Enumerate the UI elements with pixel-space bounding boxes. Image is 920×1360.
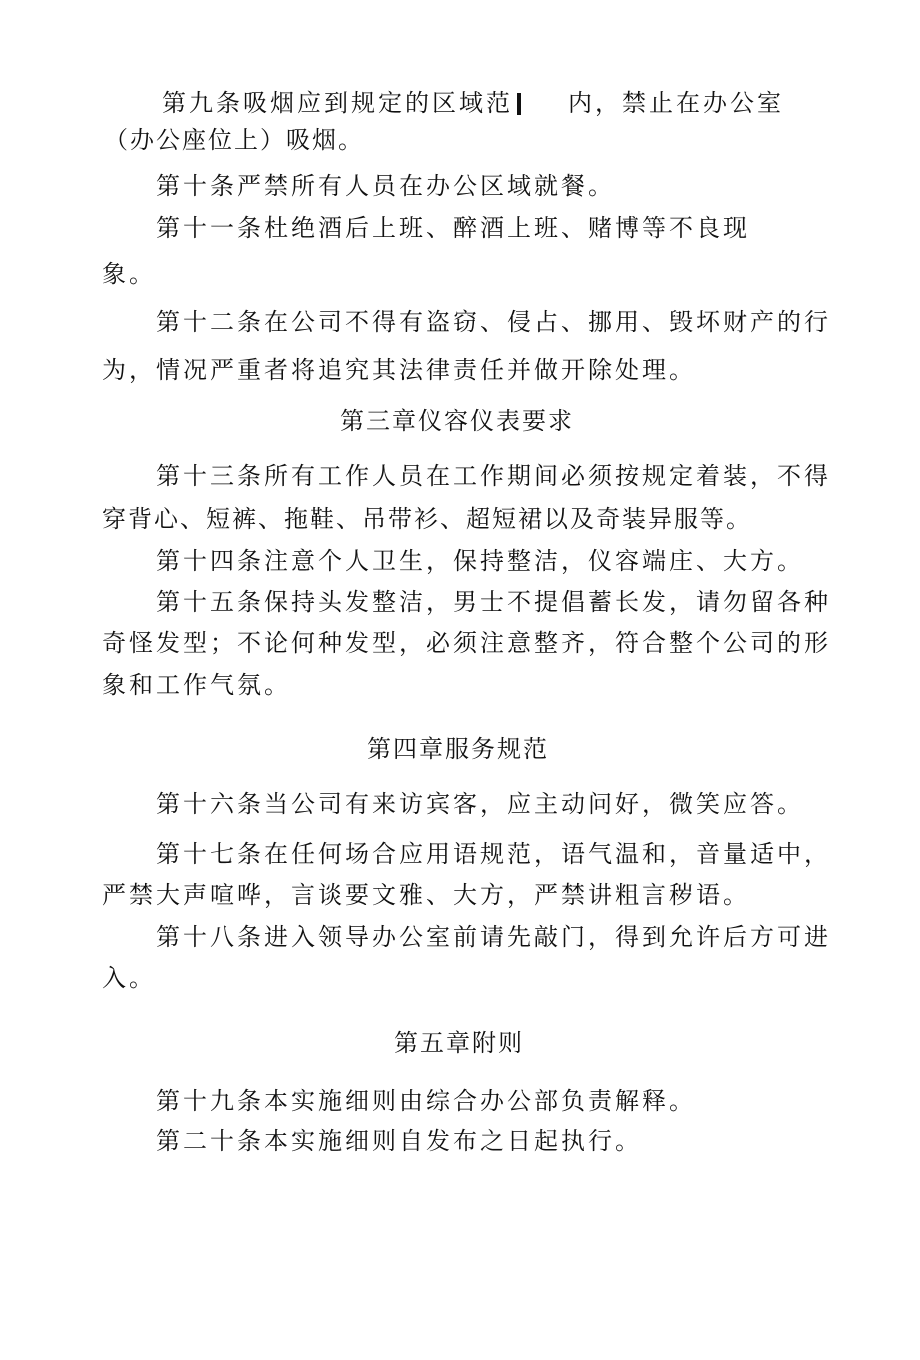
- article-13-line-2: 穿背心、短裤、拖鞋、吊带衫、超短裙以及奇装异服等。: [102, 505, 752, 533]
- article-9-line-1b: 内，禁止在办公室: [568, 89, 784, 117]
- article-12-line-1: 第十二条在公司不得有盗窃、侵占、挪用、毁坏财产的行: [156, 308, 831, 336]
- article-20: 第二十条本实施细则自发布之日起执行。: [156, 1127, 642, 1155]
- text-cursor: [517, 93, 521, 115]
- chapter-5-heading: 第五章附则: [394, 1029, 524, 1057]
- article-9-line-2: （办公座位上）吸烟。: [104, 126, 364, 154]
- article-18-line-2: 入。: [102, 964, 156, 992]
- article-14: 第十四条注意个人卫生，保持整洁，仪容端庄、大方。: [156, 547, 804, 575]
- article-13-line-1: 第十三条所有工作人员在工作期间必须按规定着装，不得: [156, 462, 831, 490]
- article-12-line-2: 为，情况严重者将追究其法律责任并做开除处理。: [102, 356, 696, 384]
- article-16: 第十六条当公司有来访宾客，应主动问好，微笑应答。: [156, 790, 804, 818]
- article-9-line-1a: 第九条吸烟应到规定的区域范: [162, 89, 513, 117]
- article-19: 第十九条本实施细则由综合办公部负责解释。: [156, 1087, 696, 1115]
- article-11-line-1: 第十一条杜绝酒后上班、醉酒上班、赌博等不良现: [156, 214, 750, 242]
- article-11-line-2: 象。: [102, 260, 156, 288]
- article-15-line-2: 奇怪发型；不论何种发型，必须注意整齐，符合整个公司的形: [102, 629, 831, 657]
- article-15-line-3: 象和工作气氛。: [102, 671, 291, 699]
- article-17-line-1: 第十七条在任何场合应用语规范，语气温和，音量适中，: [156, 840, 831, 868]
- article-10: 第十条严禁所有人员在办公区域就餐。: [156, 172, 615, 200]
- article-15-line-1: 第十五条保持头发整洁，男士不提倡蓄长发，请勿留各种: [156, 588, 831, 616]
- article-17-line-2: 严禁大声喧哗，言谈要文雅、大方，严禁讲粗言秽语。: [102, 881, 750, 909]
- chapter-3-heading: 第三章仪容仪表要求: [340, 407, 574, 435]
- chapter-4-heading: 第四章服务规范: [367, 735, 549, 763]
- article-18-line-1: 第十八条进入领导办公室前请先敲门，得到允许后方可进: [156, 923, 831, 951]
